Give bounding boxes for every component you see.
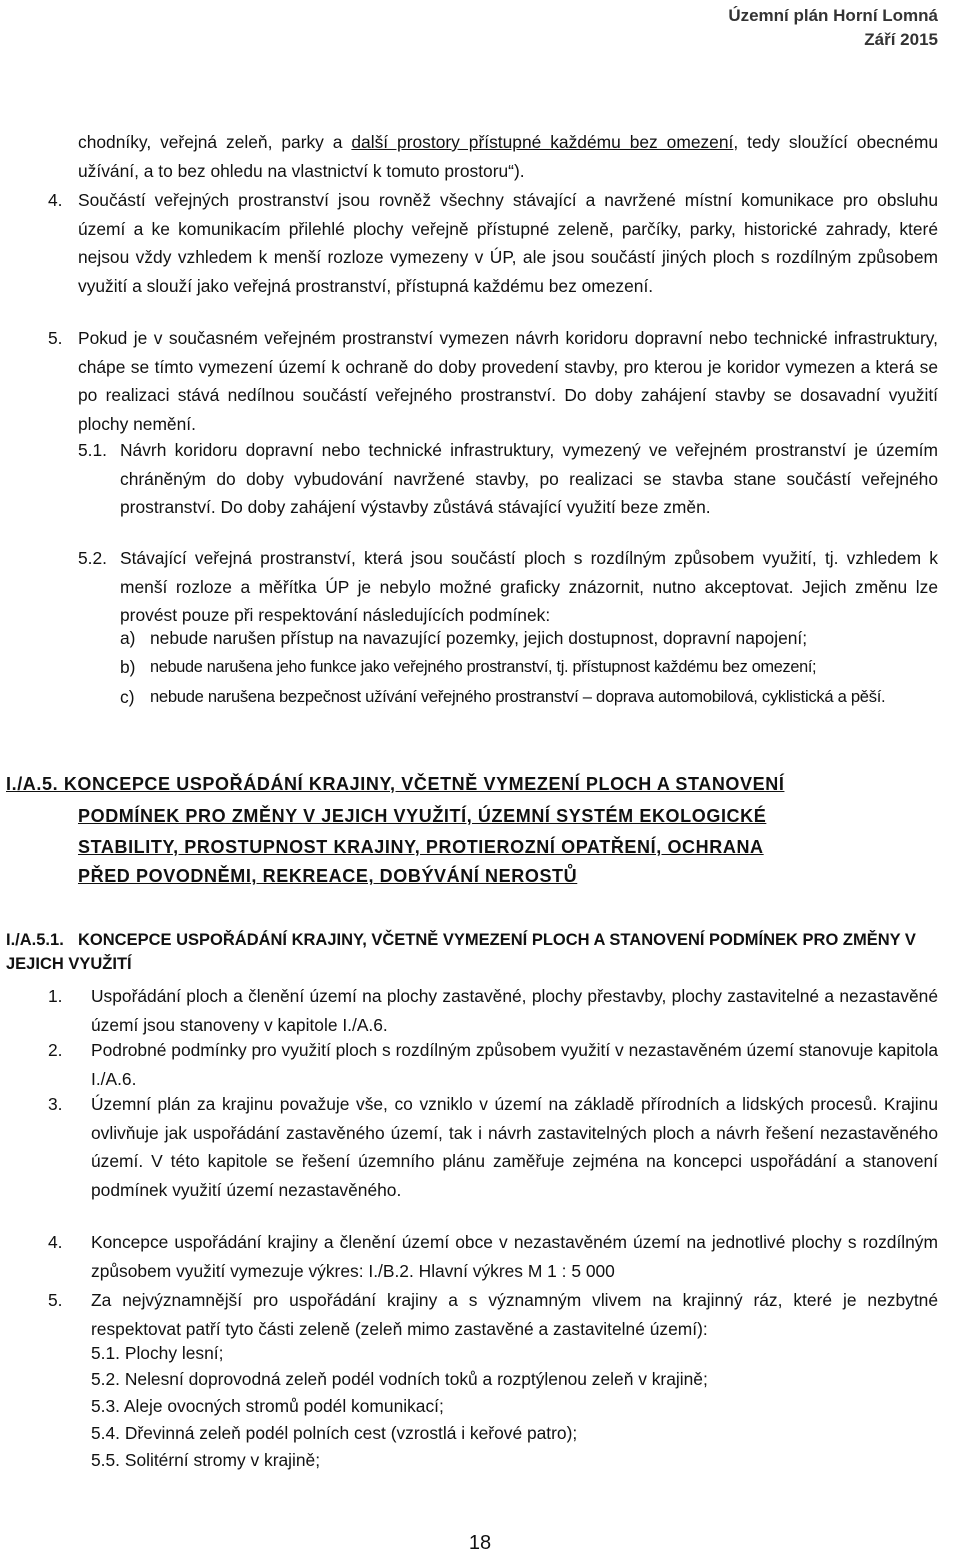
intro-underlined: další prostory přístupné každému bez omezení — [351, 132, 734, 152]
condition-c-letter: c) — [120, 687, 135, 707]
condition-a-letter: a) — [120, 628, 136, 648]
list-item-3-text: Územní plán za krajinu považuje vše, co vzniklo v území na základě přírodních a lidských procesů. Krajinu ovlivňuje jak uspořádání zastavěného území, tak i návrh zastavitelných ploch a návrh řešení nezastavěného území. V této kapitole se řešení územního plánu zaměřuje zejména na koncepci uspořádání a stanovení podmínek využití území nezastavěného. — [91, 1094, 938, 1200]
item-5-text: Pokud je v současném veřejném prostranství vymezen návrh koridoru dopravní nebo technické infrastruktury, chápe se tímto vymezení území k ochraně do doby provedení stavby, pro kterou je koridor vymezen a která se po realizaci stává nedílnou součástí veřejného prostranství. Do doby zahájení stavby se dosavadní využití plochy nemění. — [78, 328, 938, 434]
list-item-2-text: Podrobné podmínky pro využití ploch s rozdílným způsobem využití v nezastavěném území stanovuje kapitola I./A.6. — [91, 1040, 938, 1089]
sublist-item-5-4: 5.4. Dřevinná zeleň podél polních cest (vzrostlá i keřové patro); — [91, 1423, 578, 1443]
list-item-3-number: 3. — [48, 1094, 63, 1114]
item-4-number: 4. — [48, 190, 63, 210]
condition-b-text: nebude narušena jeho funkce jako veřejného prostranství, tj. přístupnost každému bez omezení; — [150, 658, 817, 676]
section-a51-title: KONCEPCE USPOŘÁDÁNÍ KRAJINY, VČETNĚ VYMEZENÍ PLOCH A STANOVENÍ PODMÍNEK PRO ZMĚNY V JEJICH VYUŽITÍ — [6, 931, 916, 973]
list-item-5-text: Za nejvýznamnější pro uspořádání krajiny a s významným vlivem na krajinný ráz, které je nezbytné respektovat patří tyto části zeleně (zeleň mimo zastavěné a zastavitelné území): — [91, 1290, 938, 1339]
list-item-1-number: 1. — [48, 986, 63, 1006]
item-5-2-text: Stávající veřejná prostranství, která jsou součástí ploch s rozdílným způsobem využití, tj. vzhledem k menší rozloze a měřítka ÚP je nebylo možné graficky znázornit, nutno akceptovat. Jejich změnu lze provést pouze při respektování následujících podmínek: — [120, 548, 938, 626]
section-a5-line-1: I./A.5. KONCEPCE USPOŘÁDÁNÍ KRAJINY, VČETNĚ VYMEZENÍ PLOCH A STANOVENÍ — [6, 774, 785, 794]
item-4-text: Součástí veřejných prostranství jsou rovněž všechny stávající a navržené místní komunikace pro obsluhu území a ke komunikacím přilehlé plochy veřejně přístupné zeleně, parčíky, parky, historické zahrady, které nejsou vždy vzhledem k menší rozloze vymezeny v ÚP, ale jsou součástí jiných ploch s rozdílným způsobem využití a slouží jako veřejná prostranství, přístupná každému bez omezení. — [78, 190, 938, 296]
section-a51-number: I./A.5.1. — [6, 931, 64, 949]
intro-before: chodníky, veřejná zeleň, parky a — [78, 132, 352, 152]
sublist-item-5-5: 5.5. Solitérní stromy v krajině; — [91, 1450, 321, 1470]
condition-a-text: nebude narušen přístup na navazující pozemky, jejich dostupnost, dopravní napojení; — [150, 628, 808, 648]
item-5-1-number: 5.1. — [78, 440, 108, 460]
sublist-item-5-1: 5.1. Plochy lesní; — [91, 1343, 224, 1363]
section-a5-line-4: PŘED POVODNĚMI, REKREACE, DOBÝVÁNÍ NEROSTŮ — [78, 866, 578, 886]
sublist-item-5-2: 5.2. Nelesní doprovodná zeleň podél vodních toků a rozptýlenou zeleň v krajině; — [91, 1369, 708, 1389]
header-date: Září 2015 — [864, 30, 938, 49]
item-5-1-text: Návrh koridoru dopravní nebo technické infrastruktury, vymezený ve veřejném prostranství je územím chráněným do doby vybudování navržené stavby, po realizaci se stavba stane součástí veřejného prostranství. Do doby zahájení výstavby zůstává stávající využití beze změn. — [120, 440, 938, 518]
condition-b-letter: b) — [120, 657, 136, 677]
section-a5-line-3: STABILITY, PROSTUPNOST KRAJINY, PROTIEROZNÍ OPATŘENÍ, OCHRANA — [78, 837, 764, 857]
section-a5-line-2: PODMÍNEK PRO ZMĚNY V JEJICH VYUŽITÍ, ÚZEMNÍ SYSTÉM EKOLOGICKÉ — [78, 806, 767, 826]
page-header — [728, 4, 938, 52]
page-number: 18 — [468, 1532, 492, 1554]
condition-c-text: nebude narušena bezpečnost užívání veřejného prostranství – doprava automobilová, cyklistická a pěší. — [150, 687, 886, 706]
header-title: Územní plán Horní Lomná — [728, 6, 938, 25]
list-item-2-number: 2. — [48, 1040, 63, 1060]
intro-after: , tedy sloužící obecnému užívání, a to bez ohledu na vlastnictví k tomuto prostoru“). — [78, 132, 938, 181]
list-item-4-number: 4. — [48, 1232, 63, 1252]
intro-paragraph — [78, 128, 938, 185]
list-item-1-text: Uspořádání ploch a členění území na plochy zastavěné, plochy přestavby, plochy zastavitelné a nezastavěné území jsou stanoveny v kapitole I./A.6. — [91, 986, 938, 1035]
section-a51-heading — [6, 928, 940, 976]
list-item-5-number: 5. — [48, 1290, 63, 1310]
sublist-item-5-3: 5.3. Aleje ovocných stromů podél komunikací; — [91, 1396, 444, 1416]
item-5-number: 5. — [48, 328, 63, 348]
list-item-4-text: Koncepce uspořádání krajiny a členění území obce v nezastavěném území na jednotlivé plochy s rozdílným způsobem využití vymezuje výkres: I./B.2. Hlavní výkres M 1 : 5 000 — [91, 1232, 938, 1281]
item-5-2-number: 5.2. — [78, 548, 108, 568]
